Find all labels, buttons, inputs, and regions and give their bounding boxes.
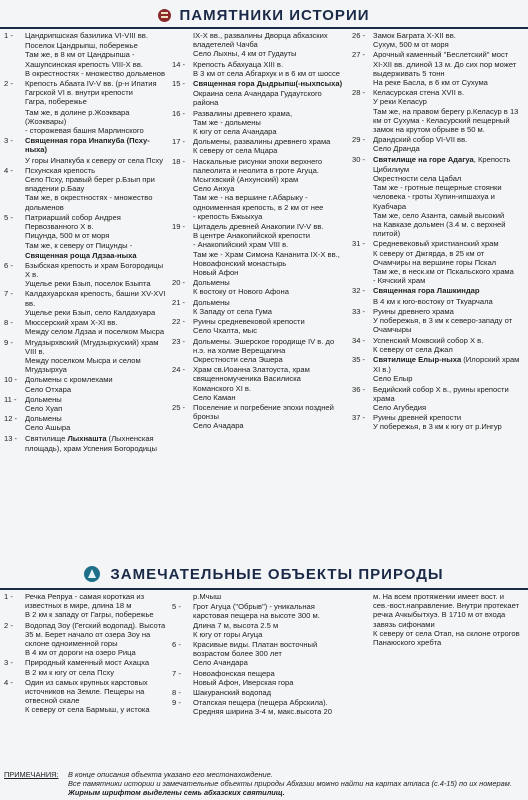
item-line: К Западу от села Гума xyxy=(193,306,272,316)
item-line: завязь сифонами xyxy=(373,619,435,629)
item-line: отвесной скале xyxy=(25,696,80,706)
item-line: Команского XI в. xyxy=(193,383,252,393)
notes-body xyxy=(68,770,512,797)
item-line: - Анакопийский храм VIII в. xyxy=(193,240,289,250)
item-number: 22 - xyxy=(172,317,186,327)
item-line: Между поселком Мысра и селом xyxy=(25,355,141,365)
item-line: возрастом более 300 лет xyxy=(193,649,282,659)
item-line: впадении р.Баау xyxy=(25,184,85,194)
item-line: Новый Афон, Иверская гора xyxy=(193,677,294,687)
nature-column-2 xyxy=(172,592,346,718)
list-item xyxy=(172,137,346,155)
item-line: Священная гора Инапкуба (Псху-ныха) xyxy=(25,136,150,155)
item-line: На реке Басла, в 6 км от Сухума xyxy=(373,78,488,88)
item-line: - сторожевая башня Марлинского xyxy=(25,126,144,136)
item-line: У реки Келасур xyxy=(373,97,427,107)
list-item xyxy=(352,336,524,354)
item-line: Природный каменный мост Ахацха xyxy=(25,658,150,668)
nature-column-3 xyxy=(352,592,524,648)
item-number: 26 - xyxy=(352,31,366,40)
item-line: Там же - гротные пещерные стоянки xyxy=(373,183,502,193)
item-line: н.э. на холме Верещагина xyxy=(193,345,286,355)
item-text: Святилище Елыр-ныха xyxy=(373,354,462,364)
item-line: Новоафонская пещера xyxy=(193,668,275,678)
list-item xyxy=(352,165,524,239)
item-number: 37 - xyxy=(352,413,366,423)
list-item xyxy=(172,109,346,137)
list-item xyxy=(4,241,167,259)
item-line: VIII в. xyxy=(25,346,45,356)
item-text: Священная роща Лдзаа-ныха xyxy=(25,250,137,260)
list-item xyxy=(352,50,524,87)
item-line: Дольмены xyxy=(193,297,230,307)
item-number: 5 - xyxy=(172,602,181,612)
item-line: Замок Баграта X-XII вв. xyxy=(373,31,456,40)
list-item xyxy=(352,297,524,306)
history-column-3 xyxy=(352,31,524,433)
item-line: Ущелье реки Бзып, село Калдахуара xyxy=(25,307,156,317)
item-line: Речка Репруа - самая короткая из xyxy=(25,592,145,601)
item-number: 18 - xyxy=(172,156,186,166)
item-line: Село Ашыра xyxy=(25,423,71,433)
item-line: Крепость Абаата IV-V вв. (р-н Ипатия xyxy=(25,79,157,89)
list-item xyxy=(352,385,524,413)
item-line: Новоафонский монастырь xyxy=(193,258,287,268)
item-line: Село Ачадара xyxy=(193,421,244,431)
item-line: В 4 км от дороги на озеро Рица xyxy=(25,648,136,658)
item-number: 36 - xyxy=(352,384,366,394)
item-line: Село Псху, правый берег р.Бзып при xyxy=(25,175,155,185)
list-item xyxy=(352,592,524,647)
item-line: Средняя ширина 3-4 м, макс.высота 20 xyxy=(193,707,332,717)
list-item xyxy=(4,318,167,336)
item-line: Дольмены с кромлехами xyxy=(25,375,113,385)
item-number: 1 - xyxy=(4,31,13,40)
item-line: карстовая пещера на высоте 300 м. xyxy=(193,611,320,621)
item-line: Руины древнего храма xyxy=(373,306,454,316)
item-line: В 2 км к западу от Гагры, побережье xyxy=(25,610,154,620)
item-number: 8 - xyxy=(4,318,13,328)
item-line: Один из самых крупных карстовых xyxy=(25,677,148,687)
monument-icon xyxy=(158,9,171,22)
list-item xyxy=(172,60,346,78)
list-item xyxy=(4,338,167,375)
item-number: 6 - xyxy=(172,640,181,650)
item-line: вв. xyxy=(25,298,36,308)
item-line: р.Мчыш xyxy=(193,592,222,601)
list-item xyxy=(172,669,346,687)
item-line: Село Анхуа xyxy=(193,184,235,194)
item-line: В окрестностях - множество дольменов xyxy=(25,68,165,78)
item-number: 12 - xyxy=(4,414,18,424)
item-text: , Крепость xyxy=(473,154,511,164)
item-number: 32 - xyxy=(352,286,366,296)
item-line: Крепость Абахуаца XIII в. xyxy=(193,59,284,69)
item-line: бронзы xyxy=(193,412,219,422)
list-item xyxy=(172,592,346,601)
item-line: Там же - Храм Симона Кананита IX-Х вв., xyxy=(193,249,340,259)
item-number: 6 - xyxy=(4,260,13,270)
item-line: Там же, в окрестностях - множество xyxy=(25,193,153,203)
item-text: (Илорский храм xyxy=(461,354,520,364)
item-number: 24 - xyxy=(172,365,186,375)
item-text: Лыхнашта xyxy=(67,433,107,443)
item-line: Между селом Лдзаа и поселком Мысра xyxy=(25,327,165,337)
item-line: 35 м. Берет начало от озера Зоу на xyxy=(25,629,151,639)
item-line: У горы Инапкуба к северу от села Псху xyxy=(25,155,164,165)
item-line: Дольмены. Эшерское городище IV в. до xyxy=(193,336,335,346)
list-item xyxy=(172,317,346,335)
item-text: Святилище xyxy=(25,433,68,443)
list-item xyxy=(352,88,524,134)
list-item xyxy=(4,678,167,715)
item-number: 16 - xyxy=(172,108,186,118)
item-line: Село Каман xyxy=(193,392,236,402)
item-line: км от Сухума - Келасурский пещерный xyxy=(373,115,510,125)
item-number: 15 - xyxy=(172,79,186,89)
item-line: К северу от Джгярда, в 25 км от xyxy=(373,248,485,258)
item-number: 7 - xyxy=(172,668,181,678)
item-line: Цитадель древней Анакопии IV-V вв. xyxy=(193,222,324,232)
list-item xyxy=(352,239,524,285)
list-item xyxy=(172,31,346,59)
item-line: Там же, в долине р.Жоэквара (Жоэквары) xyxy=(25,107,130,126)
item-line: XI-XII вв. длиной 13 м. До сих пор может xyxy=(373,59,517,69)
list-item xyxy=(352,155,524,164)
list-item xyxy=(352,413,524,431)
item-line: К северу от села Бармыш, у истока xyxy=(25,705,150,715)
item-line: храма xyxy=(373,393,395,403)
item-number: 13 - xyxy=(4,433,18,443)
list-item xyxy=(172,298,346,316)
item-number: 33 - xyxy=(352,306,366,316)
item-line: Х в. xyxy=(25,270,39,280)
list-item xyxy=(352,307,524,335)
item-line: Очамчиры на вершине горы Пскал xyxy=(373,257,497,267)
item-line: В центре Анакопийской крепости xyxy=(193,231,310,241)
list-item xyxy=(172,222,346,277)
history-column-2 xyxy=(172,31,346,432)
list-item xyxy=(4,434,167,443)
notes-label: ПРИМЕЧАНИЯ: xyxy=(4,770,59,779)
list-item xyxy=(172,698,346,716)
list-item xyxy=(172,640,346,668)
item-line: Там же - на вершине г.Абарыку - xyxy=(193,193,308,203)
list-item xyxy=(172,157,346,221)
item-line: Успенский Моквский собор X в. xyxy=(373,335,484,345)
item-line: Село Лыхны, 4 км от Гудауты xyxy=(193,49,297,59)
item-line: Дольмены xyxy=(193,278,230,288)
item-line: Там же, в 8 км от Цандрыпша - xyxy=(25,50,135,60)
item-line: Мюссерский храм Х-XI вв. xyxy=(25,318,118,328)
item-number: 27 - xyxy=(352,50,366,60)
item-line: Развалины древнего храма, xyxy=(193,108,293,118)
item-number: 7 - xyxy=(4,289,13,299)
item-line: склоне одноименной горы xyxy=(25,639,118,649)
item-number: 10 - xyxy=(4,375,18,385)
item-line: Драндский собор VI-VII вв. xyxy=(373,135,468,145)
item-line: Келасурская стена XVII в. xyxy=(373,88,465,98)
item-line: Село Хуап xyxy=(25,403,63,413)
item-line: одноименная крепость, в 2 км от нее xyxy=(193,202,324,212)
item-number: 4 - xyxy=(4,677,13,687)
item-line: Новый Афон xyxy=(193,268,239,278)
list-item xyxy=(172,365,346,402)
list-item xyxy=(172,278,346,296)
item-line: Дольмены xyxy=(25,414,62,424)
item-number: 35 - xyxy=(352,354,366,364)
item-line: священномученика Василиска xyxy=(193,374,301,384)
item-line: Калдахуарская крепость, башни XV-XVI xyxy=(25,289,166,299)
item-line: К востоку от Нового Афона xyxy=(193,287,289,297)
mountain-icon xyxy=(84,566,100,582)
item-text: (Лыхненская xyxy=(106,433,154,443)
list-item xyxy=(4,658,167,676)
list-item xyxy=(4,156,167,165)
list-item xyxy=(4,166,167,212)
item-number: 31 - xyxy=(352,239,366,249)
item-number: 14 - xyxy=(172,59,186,69)
list-item xyxy=(4,213,167,241)
item-line: К северу от села Отап, на склоне отрогов xyxy=(373,628,520,638)
item-line: Село Дранда xyxy=(373,144,420,154)
item-line: Гагра, побережье xyxy=(25,97,87,107)
item-line: района xyxy=(193,98,219,108)
item-line: замок на крутом обрыве в 50 м. xyxy=(373,125,485,135)
item-line: Мгудзырхуа xyxy=(25,365,67,375)
item-line: Дольмены, развалины древнего храма xyxy=(193,137,331,147)
item-number: 4 - xyxy=(4,165,13,175)
nature-title: ЗАМЕЧАТЕЛЬНЫЕ ОБЪЕКТЫ ПРИРОДЫ xyxy=(110,565,444,583)
item-line: Гагрской VI в. внутри крепости xyxy=(25,88,133,98)
item-line: Очамчыры xyxy=(373,325,412,335)
list-item xyxy=(4,621,167,658)
notes-line: В конце описания объекта указано его местонахождение. xyxy=(68,770,273,779)
item-line: Водопад Зоу (Гегский водопад). Высота xyxy=(25,620,166,630)
item-line: IX-X вв., развалины Дворца абхазских xyxy=(193,31,328,40)
item-line: м. На всем протяжении имеет вост. и xyxy=(373,592,504,601)
item-number: 19 - xyxy=(172,222,186,232)
item-line: Средневековый христианский храм xyxy=(373,239,499,249)
item-line: Длина 7 м, высота 2.5 м xyxy=(193,620,279,630)
item-line: Сухум, 500 м от моря xyxy=(373,40,449,50)
list-item xyxy=(4,136,167,154)
item-line: Цандрипшская базилика VI-VIII вв. xyxy=(25,31,148,40)
item-line: В 2 км к югу от села Псху xyxy=(25,667,114,677)
list-item xyxy=(352,355,524,364)
item-line: Хашупсинская крепость VIII-Х вв. xyxy=(25,59,143,69)
item-number: 2 - xyxy=(4,620,13,630)
item-line: Бедийский собор X в., руины крепости xyxy=(373,384,509,394)
list-item xyxy=(4,79,167,107)
item-number: 28 - xyxy=(352,88,366,98)
item-line xyxy=(25,241,167,259)
list-item xyxy=(352,365,524,383)
item-line: Руины средневековой крепости xyxy=(193,317,305,327)
item-line: К северу от села Мцара xyxy=(193,146,278,156)
item-line: Пицунда, 500 м от моря xyxy=(25,231,110,241)
item-line: Цибилиум xyxy=(373,164,410,174)
list-item xyxy=(172,602,346,639)
list-item xyxy=(4,592,167,620)
item-line: известных в мире, длина 18 м xyxy=(25,601,132,611)
item-line: выдерживать 5 тонн xyxy=(373,68,445,78)
nature-column-1 xyxy=(4,592,167,716)
item-number: 20 - xyxy=(172,278,186,288)
notes-line: Жирным шрифтом выделены семь абхазских святилищ. xyxy=(68,788,285,797)
list-item xyxy=(172,337,346,365)
item-line: Там же - дольмены xyxy=(193,117,261,127)
item-line: Село Чхалта, мыс xyxy=(193,326,258,336)
item-line: В 4 км к юго-востоку от Ткуарчала xyxy=(373,296,493,306)
item-line: К югу от горы Агуца xyxy=(193,629,263,639)
item-number: 23 - xyxy=(172,336,186,346)
item-line: Мсыгхвский (Анхунский) храм xyxy=(193,175,299,185)
item-number: 1 - xyxy=(4,592,13,601)
item-number: 9 - xyxy=(172,698,181,708)
item-number: 29 - xyxy=(352,135,366,145)
item-line: У побережья, в 3 км к югу от р.Ингур xyxy=(373,422,502,432)
item-line: Мгудзырхвский (Мгудзырхуский) храм xyxy=(25,337,159,347)
item-line: Село Ачандара xyxy=(193,658,248,668)
notes-line: Все памятники истории и замечательные объекты природы Абхазии можно найти на картах атласа (с.4-15) по их номерам. xyxy=(68,779,512,788)
item-line: Ущелье реки Бзып, поселок Бзыпта xyxy=(25,279,151,289)
item-line: Грот Агуца ("Обрыв") - уникальная xyxy=(193,602,315,612)
item-number: 21 - xyxy=(172,297,186,307)
item-line: Храм св.Иоанна Златоуста, храм xyxy=(193,365,310,375)
list-item xyxy=(172,688,346,697)
item-line: Дольмены xyxy=(25,394,62,404)
list-item xyxy=(352,135,524,153)
item-number: 5 - xyxy=(4,212,13,222)
list-item xyxy=(172,403,346,431)
item-line: владетелей Чачба xyxy=(193,40,258,50)
item-number: 30 - xyxy=(352,154,366,164)
item-line: Первозванного Х в. xyxy=(25,222,94,232)
item-line xyxy=(25,434,167,443)
item-line: плитой) xyxy=(373,229,401,239)
item-line: Там же, в неск.км от Пскальского храма xyxy=(373,267,514,277)
list-item xyxy=(4,395,167,413)
item-line: У побережья, в 3 км к северо-западу от xyxy=(373,316,513,326)
item-number: 9 - xyxy=(4,337,13,347)
item-line: К северу от села Джал xyxy=(373,344,453,354)
item-line: Село Елыр xyxy=(373,374,413,384)
item-number: 25 - xyxy=(172,402,186,412)
item-line: XI в.) xyxy=(373,365,391,375)
list-item xyxy=(4,31,167,40)
history-divider xyxy=(0,27,528,29)
item-text: Святилище на горе Адагуа xyxy=(373,154,474,164)
item-line: источников на Земле. Пещеры на xyxy=(25,687,145,697)
item-line: Село Агубедия xyxy=(373,402,427,412)
item-line: Священная гора Лашкиндар xyxy=(373,286,480,296)
nature-header xyxy=(0,561,528,587)
item-line: Арочный каменный "Беслетский" мост xyxy=(373,50,509,60)
item-line: Село Отхара xyxy=(25,384,72,394)
item-line: площадь), храм Успения Богородицы xyxy=(25,443,157,453)
item-number: 3 - xyxy=(4,136,13,146)
item-number: 34 - xyxy=(352,335,366,345)
item-line: Псхунская крепость xyxy=(25,165,96,175)
item-line: Куабчара xyxy=(373,201,407,211)
item-line: речка Ачкыбытхуэ. В 1710 м от входа xyxy=(373,610,506,620)
item-line: человека - гроты Хупин-ипшахуа и xyxy=(373,192,495,202)
history-title: ПАМЯТНИКИ ИСТОРИИ xyxy=(179,6,370,24)
item-line: Наскальные рисунки эпохи верхнего xyxy=(193,156,323,166)
item-line: Руины древней крепости xyxy=(373,413,462,423)
item-number: 3 - xyxy=(4,658,13,668)
item-line: палеолита и неолита в гроте Агуца. xyxy=(193,165,319,175)
item-line: Бзыбская крепость и храм Богородицы xyxy=(25,260,164,270)
item-line: дольменов xyxy=(25,202,64,212)
item-line: К югу от села Ачандара xyxy=(193,127,277,137)
item-number: 11 - xyxy=(4,394,17,404)
history-header xyxy=(0,4,528,26)
item-line: Окрестности села Эшера xyxy=(193,354,283,364)
list-item xyxy=(172,89,346,107)
list-item xyxy=(4,289,167,317)
item-line xyxy=(373,355,524,364)
list-item xyxy=(4,444,167,453)
item-number: 17 - xyxy=(172,137,186,147)
item-line: на Кавказе дольмен (3.4 м. с верхней xyxy=(373,220,506,230)
item-line: Панаюского хребта xyxy=(373,638,442,648)
item-line: - крепость Бжьыхуа xyxy=(193,211,263,221)
item-line: Священная гора Дыдрыпш(-ныхпсыха) xyxy=(193,79,343,89)
item-line: Патриарший собор Андрея xyxy=(25,212,121,222)
item-line: В 3 км от села Абгархук и в 6 км от шоссе xyxy=(193,68,340,78)
item-line: - Кячский храм xyxy=(373,276,426,286)
item-line xyxy=(373,155,524,164)
item-line: Окрестности села Цабал xyxy=(373,174,462,184)
list-item xyxy=(352,31,524,49)
list-item xyxy=(4,375,167,393)
list-item xyxy=(172,79,346,88)
item-line: Отапская пещера (пещера Абрскила). xyxy=(193,698,328,708)
item-text: Там же, к северу от Пицунды - xyxy=(25,241,133,251)
list-item xyxy=(4,108,167,136)
item-number: 8 - xyxy=(172,688,181,698)
list-item xyxy=(4,41,167,78)
history-column-1 xyxy=(4,31,167,454)
item-line: Поселок Цандрыпш, побережье xyxy=(25,41,138,51)
item-line: Окраина села Ачандара Гудаутского xyxy=(193,89,322,99)
item-line: Там же, на правом берегу р.Келасур в 13 xyxy=(373,106,519,116)
item-line: Там же, село Азанта, самый высокий xyxy=(373,210,505,220)
item-line: Шакуранский водопад xyxy=(193,688,272,698)
list-item xyxy=(4,261,167,289)
item-line: Поселение и погребение эпохи поздней xyxy=(193,402,334,412)
item-line: сев.-вост.направление. Внутри протекает xyxy=(373,601,520,611)
list-item xyxy=(352,286,524,295)
list-item xyxy=(4,414,167,432)
item-number: 2 - xyxy=(4,79,13,89)
nature-divider xyxy=(0,588,528,590)
item-line: Красивые виды. Платан восточный xyxy=(193,640,318,650)
